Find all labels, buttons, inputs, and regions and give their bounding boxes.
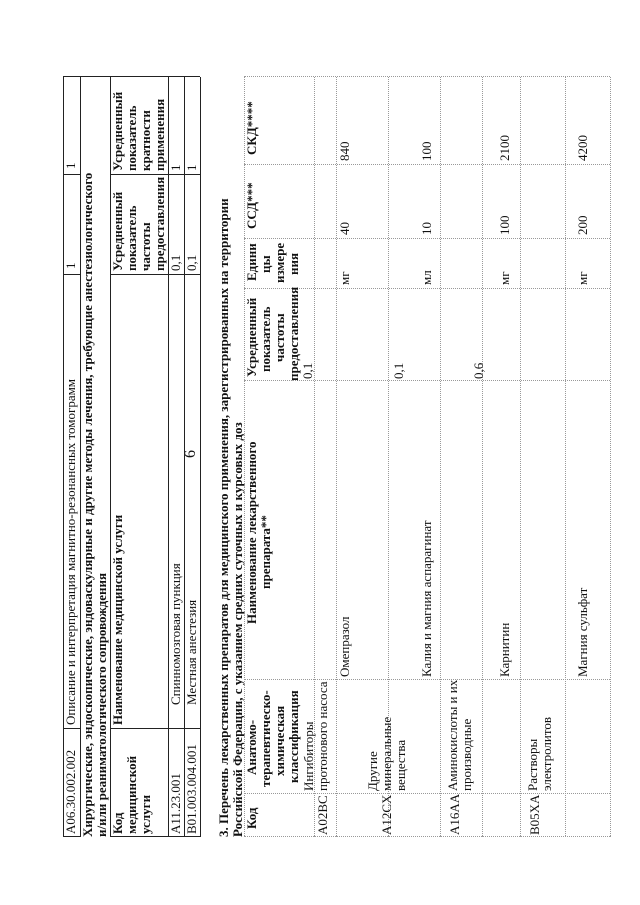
drug-ssd: 40	[337, 222, 352, 235]
header-drug-line: Наименование лекарственного	[244, 441, 259, 624]
header-frequency-line: частоты	[138, 222, 153, 271]
grid-line	[440, 77, 441, 837]
atc-class: минеральные	[379, 716, 394, 791]
header-unit-line: измере	[272, 242, 287, 283]
section2-heading-line1: Хирургические, эндоскопические, эндоваскулярные и другие методы лечения, требующие анестезиологического	[80, 172, 95, 837]
rule	[200, 77, 201, 837]
header-code-line: Код	[110, 812, 125, 834]
service-code: B01.003.004.001	[184, 744, 199, 834]
rule	[63, 76, 200, 77]
atc-code: A12CX	[379, 794, 394, 835]
header-frequency-line: Усредненный	[110, 191, 125, 271]
header-unit-line: Едини	[244, 243, 259, 281]
grid-line	[244, 793, 610, 794]
page-number: 6	[182, 450, 199, 458]
section3-heading-line1: 3. Перечень лекарственных препаратов для медицинского применения, зарегистрированных на территории	[216, 198, 231, 837]
drug-name: Омепразол	[337, 616, 352, 677]
rule	[63, 836, 80, 837]
header-atc-line: классификация	[286, 690, 301, 783]
header-frequency-line: показатель	[124, 205, 139, 271]
drug-skd: 2100	[497, 135, 512, 161]
drug-skd: 840	[337, 141, 352, 161]
service-frequency: 0,1	[168, 254, 183, 271]
rule	[184, 77, 185, 837]
atc-class: Растворы	[525, 738, 540, 791]
atc-class: протонового насоса	[315, 681, 330, 791]
header-multiplicity-line: показатель	[124, 105, 139, 171]
drug-unit: мг	[497, 271, 512, 285]
atc-class: Аминокислоты и их	[445, 679, 460, 791]
header-frequency-line: частоты	[272, 313, 287, 362]
header-frequency-line: предоставления	[286, 286, 301, 381]
grid-line	[244, 238, 610, 239]
header-multiplicity-line: Усредненный	[110, 91, 125, 171]
rule	[110, 274, 200, 275]
atc-class: электролитов	[539, 716, 554, 791]
header-multiplicity-line: применения	[152, 98, 167, 171]
header-multiplicity-line: кратности	[138, 110, 153, 171]
top-row-code: A06.30.002.002	[63, 749, 78, 834]
drug-skd: 100	[419, 141, 434, 161]
atc-class: Другие	[365, 751, 380, 791]
rule	[63, 728, 80, 729]
grid-line	[244, 164, 610, 165]
rule	[110, 836, 200, 837]
drug-frequency: 0,6	[471, 362, 486, 379]
grid-line	[482, 77, 483, 837]
drug-name: Калия и магния аспарагинат	[419, 520, 434, 677]
rule	[63, 274, 80, 275]
header-code-line: медицинской	[124, 755, 139, 834]
header-frequency-line: показатель	[258, 306, 273, 372]
service-name: Местная анестезия	[184, 599, 199, 705]
service-multiplicity: 1	[184, 164, 199, 171]
atc-class: производные	[459, 718, 474, 791]
atc-class: вещества	[393, 739, 408, 791]
drug-ssd: 10	[419, 222, 434, 235]
drug-ssd: 100	[497, 215, 512, 235]
atc-code: A16AA	[447, 793, 462, 835]
section3-heading-line2: Российской Федерации, с указанием средних суточных и курсовых доз	[230, 422, 245, 837]
drug-ssd: 200	[575, 215, 590, 235]
atc-code: A02BC	[315, 795, 330, 835]
grid-line	[244, 679, 610, 680]
service-code: A11.23.001	[168, 773, 183, 834]
header-unit-line: ния	[286, 252, 301, 275]
top-row-multiplicity: 1	[63, 162, 78, 169]
header-service-name: Наименование медицинской услуги	[110, 514, 125, 725]
drug-name: Карнитин	[497, 622, 512, 677]
section2-heading-line2: и/или реаниматологического сопровождения	[94, 572, 109, 837]
top-row-name: Описание и интерпретация магнитно-резонансных томограмм	[63, 378, 78, 725]
service-multiplicity: 1	[168, 164, 183, 171]
header-atc-line: Анатомо-	[244, 719, 259, 775]
grid-line	[244, 836, 610, 837]
atc-class: Ингибиторы	[301, 721, 316, 791]
drug-name: Магния сульфат	[575, 587, 590, 677]
header-ssd: ССД***	[244, 182, 259, 229]
rule	[168, 77, 169, 837]
header-atc-line: химическая	[272, 705, 287, 776]
rule	[110, 174, 200, 175]
drug-unit: мг	[337, 271, 352, 285]
drug-unit: мл	[419, 270, 434, 285]
atc-code: B05XA	[527, 794, 542, 835]
top-row-frequency: 1	[63, 262, 78, 269]
header-skd: СКД****	[244, 101, 259, 155]
header-code: Код	[244, 807, 259, 829]
grid-line	[244, 76, 610, 77]
rule	[63, 174, 80, 175]
header-code-line: услуги	[138, 794, 153, 834]
header-frequency-line: Усредненный	[244, 297, 259, 377]
header-drug-line: препарата**	[258, 515, 273, 589]
grid-line	[565, 77, 566, 837]
header-frequency-line: предоставления	[152, 176, 167, 271]
header-unit-line: цы	[258, 255, 273, 273]
grid-line	[336, 77, 337, 837]
grid-line	[610, 77, 611, 837]
drug-unit: мг	[575, 271, 590, 285]
service-name: Спинномозговая пункция	[168, 563, 183, 705]
drug-frequency: 0,1	[391, 362, 406, 379]
header-atc-line: терапевтическо-	[258, 690, 273, 787]
service-frequency: 0,1	[184, 254, 199, 271]
drug-frequency: 0,1	[300, 362, 315, 379]
drug-skd: 4200	[575, 135, 590, 161]
rule	[110, 728, 200, 729]
grid-line	[520, 77, 521, 837]
